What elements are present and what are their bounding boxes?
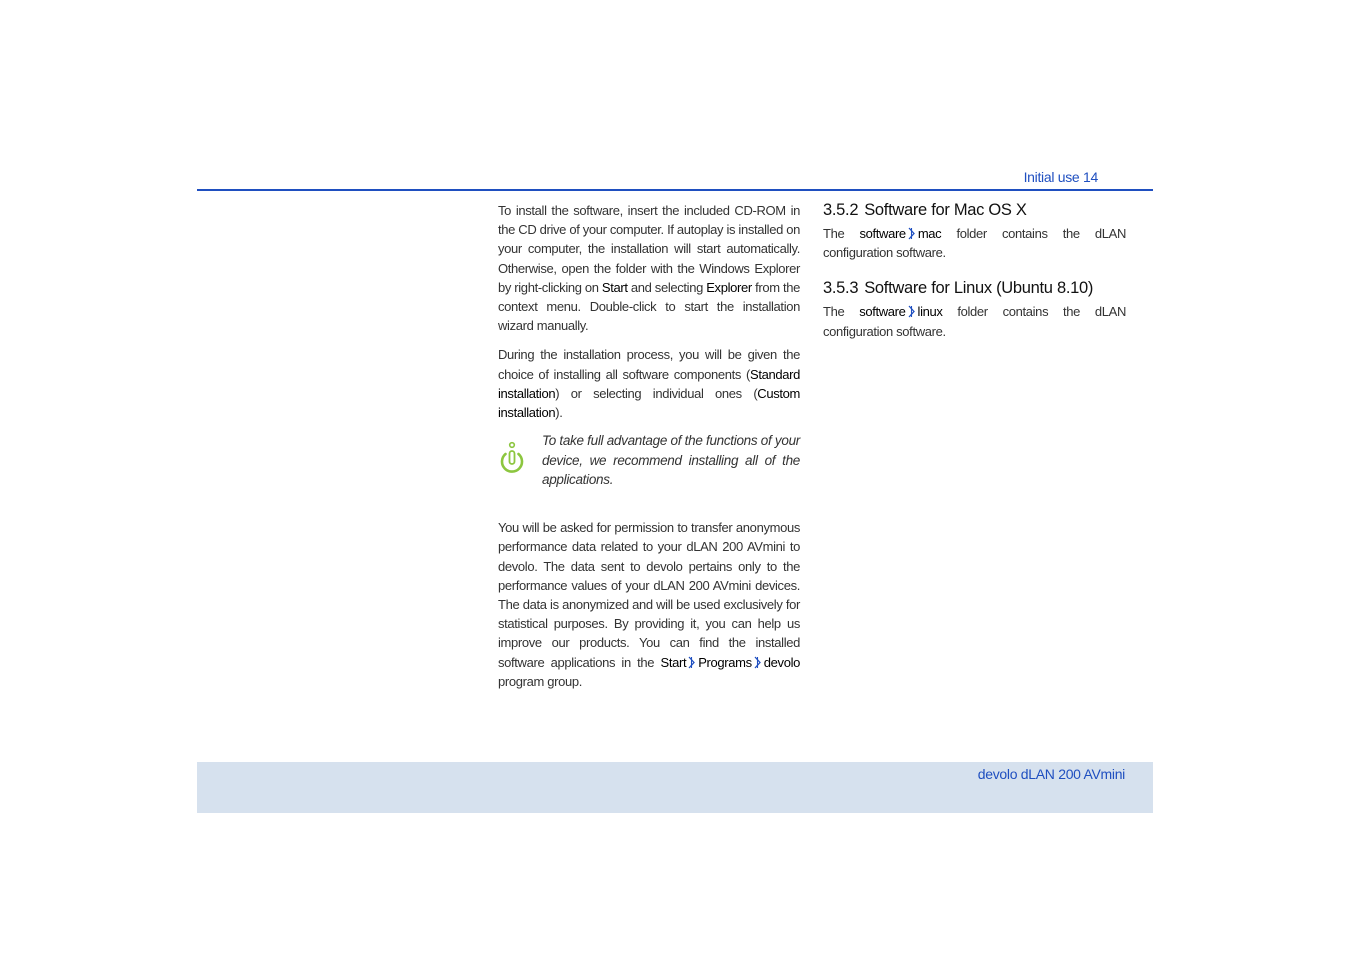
term-custom-installation: Custom installation	[498, 385, 800, 421]
tip-text: To take full advantage of the functions of your device, we recommend installing all of the applications.	[542, 433, 800, 488]
path-arrow-icon	[908, 305, 915, 318]
text-run: ).	[555, 405, 563, 421]
folder-term-mac: mac	[917, 226, 942, 241]
text-run: You will be asked for permission to transfer anonymous performance data related to your dLAN 200 AVmini to devolo. The data sent to devolo pertains only to the performance values of your dLAN 200 AVmini devices. The data is anonymized and will be used exclusively for statistical purposes. By providing it, you can help us improve our products. You can find the installed software applications in the	[498, 520, 800, 670]
path-arrow-icon	[754, 656, 761, 669]
text-run: from the context menu. Double-click to start the installation wizard manually.	[498, 279, 800, 334]
section-number: 3.5.2	[823, 201, 859, 219]
text-run: To install the software, insert the included CD-ROM in the CD drive of your computer. If autoplay is installed on your computer, the installation will start automatically. Otherwise, open the folder with the Windows Explorer by right-clicking on	[498, 203, 800, 295]
section-heading-mac	[823, 199, 1126, 221]
path-arrow-icon	[688, 656, 695, 669]
text-run: During the installation process, you will be given the choice of installing all software components (	[498, 347, 800, 382]
folder-term-linux: linux	[917, 304, 943, 320]
text-run: program group.	[498, 673, 582, 689]
footer-product-name: devolo dLAN 200 AVmini	[977, 766, 1125, 782]
menu-term-start: Start	[660, 654, 687, 670]
installation-choice-paragraph	[498, 345, 800, 422]
term-standard-installation: Standard installation	[498, 366, 800, 401]
folder-term-software: software	[859, 226, 906, 241]
menu-term-start: Start	[601, 279, 628, 295]
header-rule	[197, 189, 1153, 191]
menu-term-explorer: Explorer	[706, 279, 752, 295]
section-heading-linux	[823, 277, 1126, 299]
folder-term-software: software	[859, 304, 906, 320]
install-paragraph	[498, 201, 800, 335]
menu-term-devolo: devolo	[763, 654, 800, 670]
text-run: ) or selecting individual ones (	[555, 385, 758, 401]
section-title: Software for Mac OS X	[864, 201, 1027, 219]
performance-data-paragraph	[498, 518, 800, 691]
path-arrow-icon	[908, 227, 915, 240]
right-column	[823, 199, 1126, 341]
menu-term-programs: Programs	[698, 654, 752, 670]
text-run: The	[823, 304, 860, 320]
section-number: 3.5.3	[823, 279, 859, 298]
text-run: and selecting	[627, 279, 707, 295]
tip-box	[498, 431, 800, 491]
info-icon	[498, 441, 526, 473]
section-mac	[823, 199, 1126, 262]
linux-paragraph	[823, 302, 1126, 340]
left-column	[498, 201, 800, 691]
text-run: folder contains the dLAN configuration software.	[823, 304, 1126, 339]
section-linux	[823, 277, 1126, 340]
running-header: Initial use 14	[1023, 169, 1098, 185]
section-title: Software for Linux (Ubuntu 8.10)	[864, 279, 1094, 298]
text-run: The	[823, 226, 860, 241]
mac-paragraph	[823, 224, 1126, 262]
text-run: folder contains the dLAN configuration software.	[823, 226, 1126, 261]
